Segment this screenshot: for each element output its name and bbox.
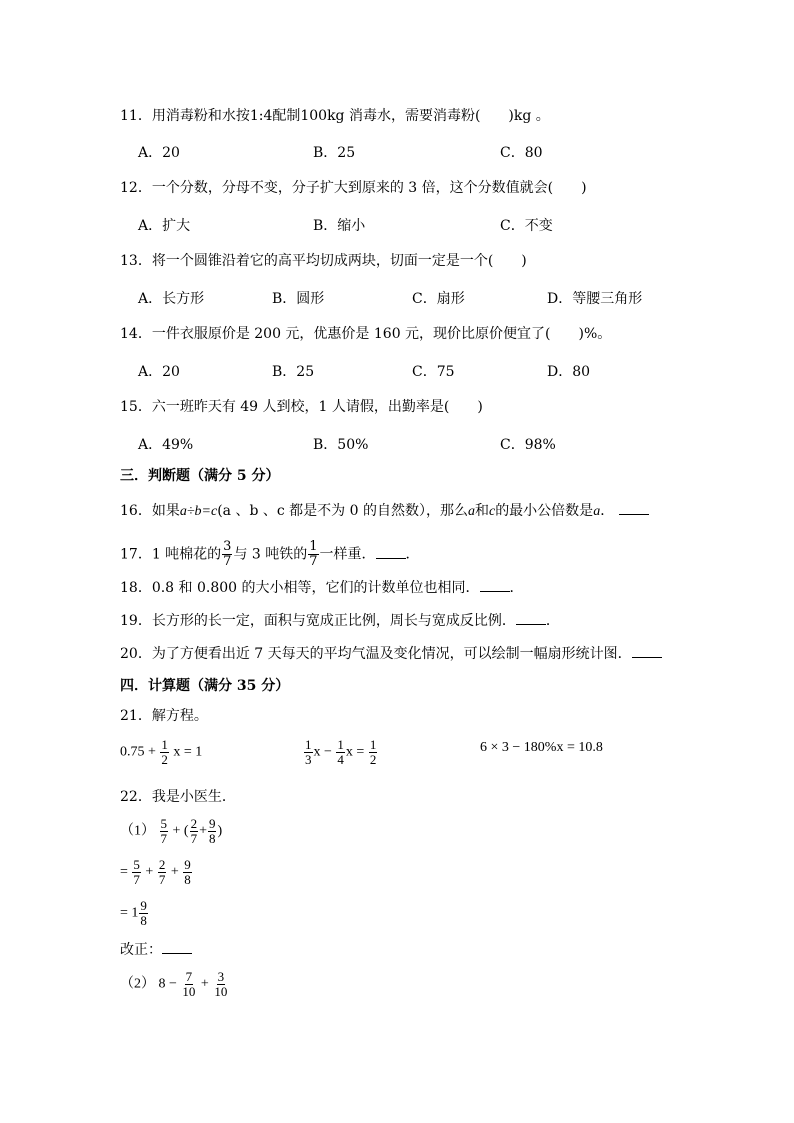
q21-equation-1: [120, 738, 202, 767]
q17-end: ．: [405, 546, 420, 563]
q11-option-c: C．80: [500, 145, 543, 161]
q16-post: 的最小公倍数是: [495, 503, 594, 519]
q22-part-2-expression: [120, 970, 229, 999]
p2-fraction-2: [213, 970, 228, 999]
denominator: 8: [184, 872, 191, 887]
numerator: 3: [223, 539, 232, 554]
q19-answer-blank[interactable]: [516, 612, 546, 625]
correction-label: 改正：: [120, 942, 162, 958]
numerator: 1: [305, 737, 312, 752]
p2-op: +: [200, 976, 209, 992]
q14-option-d: D．80: [547, 364, 591, 380]
q16-expr: a÷b=c: [179, 504, 218, 519]
denominator: 7: [158, 872, 166, 887]
denominator: 7: [160, 831, 167, 846]
q17-fraction-2: [308, 540, 318, 569]
q17-fraction-1: [222, 540, 232, 569]
denominator: 3: [305, 752, 312, 767]
s2-fraction: [139, 899, 148, 928]
s1-fraction-2: [158, 858, 167, 887]
p1-fraction-1: [160, 817, 169, 846]
question-12-stem: 12．一个分数，分母不变，分子扩大到原来的 3 倍，这个分数值就会( ): [120, 180, 587, 196]
denominator: 10: [214, 984, 228, 999]
q18-answer-blank[interactable]: [480, 579, 510, 592]
denominator: 8: [140, 913, 147, 928]
q12-option-b: B．缩小: [313, 218, 366, 234]
p1-fraction-2: [190, 817, 199, 846]
eq1-fraction: [160, 738, 169, 767]
q15-option-b: B．50%: [313, 437, 369, 453]
q11-option-a: A．20: [138, 145, 180, 161]
q14-option-a: A．20: [138, 364, 180, 380]
numerator: 5: [133, 857, 140, 872]
s1-fraction-1: [132, 858, 141, 887]
q19-text: 19．长方形的长一定，面积与宽成正比例，周长与宽成反比例．: [120, 613, 516, 629]
q20-text: 20．为了方便看出近 7 天每天的平均气温及变化情况，可以绘制一幅扇形统计图．: [120, 646, 632, 662]
question-15-stem: 15．六一班昨天有 49 人到校，1 人请假，出勤率是( ): [120, 399, 483, 415]
numerator: 2: [190, 816, 198, 831]
q16-var-c: c: [488, 504, 496, 519]
q14-option-c: C．75: [412, 364, 455, 380]
q22-correction: [120, 940, 192, 960]
q17-mid: 与 3 吨铁的: [233, 546, 308, 563]
q21-equation-3: 6 × 3 − 180%x = 10.8: [480, 740, 603, 755]
q12-option-c: C．不变: [500, 218, 553, 234]
q13-option-a: A．长方形: [138, 291, 205, 307]
question-19: [120, 611, 560, 631]
q16-answer-blank[interactable]: [619, 502, 649, 515]
s1-fraction-3: [183, 858, 192, 887]
q22-step-2: [120, 899, 149, 928]
section-4-heading: 四．计算题（满分 35 分）: [120, 678, 290, 694]
eq2-eq: x =: [345, 744, 365, 760]
q11-option-b: B．25: [313, 145, 356, 161]
q14-option-b: B．25: [272, 364, 315, 380]
denominator: 7: [223, 554, 232, 569]
denominator: 7: [133, 872, 140, 887]
question-13-stem: 13．将一个圆锥沿着它的高平均切成两块，切面一定是一个( ): [120, 253, 527, 269]
q13-option-b: B．圆形: [272, 291, 325, 307]
s1-plus: +: [145, 864, 154, 880]
numerator: 1: [369, 737, 377, 752]
q16-pre: 16．如果: [120, 503, 180, 519]
question-20: [120, 644, 662, 664]
eq1-post: x = 1: [173, 744, 203, 760]
p2-fraction-1: [181, 970, 196, 999]
p1-op2: +: [199, 823, 207, 839]
q17-pre: 17．1 吨棉花的: [120, 546, 222, 563]
question-14-stem: 14．一件衣服原价是 200 元，优惠价是 160 元，现价比原价便宜了( )%。: [120, 326, 612, 342]
q16-end: ．: [600, 503, 615, 519]
eq2-fraction-3: [369, 738, 378, 767]
numerator: 1: [309, 539, 318, 554]
question-16: [120, 501, 649, 522]
eq2-fraction-1: [304, 738, 313, 767]
correction-answer-blank[interactable]: [162, 941, 192, 954]
part-2-label: （2）: [120, 976, 155, 992]
section-3-heading: 三．判断题（满分 5 分）: [120, 468, 280, 484]
s2-eq: = 1: [120, 905, 139, 921]
q13-option-c: C．扇形: [412, 291, 465, 307]
eq2-mid: x −: [313, 744, 332, 760]
p1-fraction-3: [208, 817, 217, 846]
question-18: [120, 578, 524, 598]
p1-close: ): [217, 823, 223, 839]
question-11-stem: 11．用消毒粉和水按1:4配制100kg 消毒水，需要消毒粉( )kg 。: [120, 108, 550, 124]
numerator: 7: [185, 969, 193, 984]
question-22-stem: 22．我是小医生．: [120, 789, 236, 805]
p1-op: + (: [172, 823, 189, 839]
denominator: 2: [369, 752, 377, 767]
q16-mid: (a 、b 、c 都是不为 0 的自然数），那么: [217, 503, 468, 519]
numerator: 3: [217, 969, 225, 984]
q22-part-1-expression: [120, 817, 222, 846]
numerator: 9: [140, 898, 147, 913]
s1-eq: =: [120, 864, 128, 880]
q22-step-1: [120, 858, 193, 887]
q20-answer-blank[interactable]: [632, 645, 662, 658]
denominator: 7: [190, 831, 198, 846]
q18-text: 18．0.8 和 0.800 的大小相等，它们的计数单位也相同．: [120, 580, 480, 596]
numerator: 9: [184, 857, 191, 872]
question-17: [120, 540, 420, 569]
denominator: 7: [309, 554, 318, 569]
part-1-label: （1）: [120, 823, 155, 839]
eq2-fraction-2: [336, 738, 345, 767]
q16-and: 和: [474, 503, 489, 519]
s1-plus-2: +: [170, 864, 179, 880]
numerator: 5: [160, 816, 167, 831]
q13-option-d: D．等腰三角形: [547, 291, 643, 307]
denominator: 10: [182, 984, 196, 999]
numerator: 9: [208, 816, 216, 831]
numerator: 1: [337, 737, 344, 752]
denominator: 8: [208, 831, 216, 846]
denominator: 4: [337, 752, 344, 767]
p2-pre: 8 −: [158, 976, 177, 992]
q21-equation-2: [303, 738, 378, 767]
numerator: 2: [158, 857, 166, 872]
denominator: 2: [161, 752, 168, 767]
q16-var-a2: a: [593, 504, 601, 519]
q15-option-a: A．49%: [138, 437, 194, 453]
q15-option-c: C．98%: [500, 437, 556, 453]
q17-post: 一样重．: [319, 546, 376, 563]
q17-answer-blank[interactable]: [376, 546, 406, 559]
q18-end: ．: [509, 580, 524, 596]
numerator: 1: [161, 737, 168, 752]
q16-var-a: a: [467, 504, 475, 519]
q12-option-a: A．扩大: [138, 218, 191, 234]
question-21-stem: 21．解方程。: [120, 708, 208, 724]
eq1-pre: 0.75 +: [120, 744, 156, 760]
q19-end: ．: [545, 613, 560, 629]
